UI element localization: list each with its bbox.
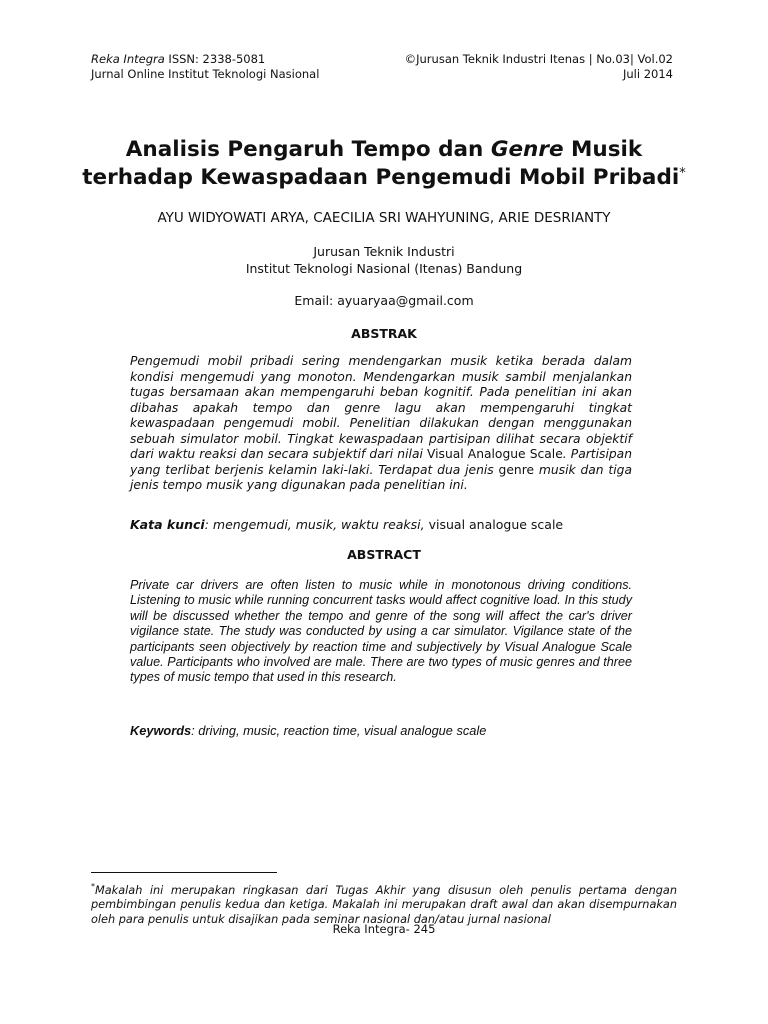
kata-kunci-tail: visual analogue scale (428, 517, 564, 532)
title-part-a: Analisis Pengaruh Tempo dan (125, 137, 491, 162)
keywords-label: Keywords (130, 723, 192, 738)
abstrak-text-vas: Visual Analogue Scale (426, 447, 563, 461)
abstract-paragraph: Private car drivers are often listen to music while in monotonous driving conditions. Listening to music while running concurrent tasks would affect cognitive load. In this study will be discussed whether the tempo and genre of the song will affect the car's driver vigilance state. The study was conducted by using a car simulator. Vigilance state of the participants seen objectively by reaction time and subjectively by Visual Analogue Scale value. Participants who involved are male. There are two types of music genres and three types of music tempo that used in this research. (130, 578, 632, 685)
affiliation-department: Jurusan Teknik Industri (313, 244, 455, 259)
paper-title (60, 136, 708, 192)
journal-date: Juli 2014 (623, 67, 673, 81)
title-part-b: Musik (563, 137, 643, 162)
affiliation-institution: Institut Teknologi Nasional (Itenas) Bandung (245, 261, 523, 276)
footnote (91, 880, 677, 927)
footnote-text: Makalah ini merupakan ringkasan dari Tugas Akhir yang disusun oleh penulis pertama dengan pembimbingan penulis kedua dan ketiga. Makalah ini merupakan draft awal dan akan disempurnakan oleh para penulis untuk disajikan pada seminar nasional dan/atau jurnal nasional (91, 883, 677, 926)
journal-name: Reka Integra (91, 52, 165, 66)
affiliation (60, 243, 708, 277)
title-line-1 (60, 136, 708, 164)
title-line-2-text: terhadap Kewaspadaan Pengemudi Mobil Pribadi (82, 165, 680, 190)
journal-issn: ISSN: 2338-5081 (164, 52, 266, 66)
abstrak-text-genre: genre (498, 462, 535, 477)
abstrak-heading: ABSTRAK (351, 326, 417, 341)
kata-kunci-text: : mengemudi, musik, waktu reaksi, (204, 517, 429, 532)
abstract-heading: ABSTRACT (347, 547, 421, 562)
keywords (130, 723, 632, 738)
author-email: Email: ayuaryaa@gmail.com (294, 293, 474, 308)
abstrak-text-a: Pengemudi mobil pribadi sering mendengarkan musik ketika berada dalam kondisi mengemudi yang monoton. Mendengarkan musik sambil menjalankan tugas bersamaan akan mempengaruhi beban kognitif. Pada penelitian ini akan dibahas apakah tempo dan genre lagu akan mempengaruhi tingkat kewaspadaan pengemudi mobil. Penelitian dilakukan dengan menggunakan sebuah simulator mobil. Tingkat kewaspadaan partisipan dilihat secara objektif dari waktu reaksi dan secara subjektif dari nilai (130, 354, 632, 461)
journal-copyright: ©Jurusan Teknik Industri Itenas | No.03| Vol.02 (404, 52, 673, 66)
keywords-text: : driving, music, reaction time, visual analogue scale (191, 723, 487, 738)
journal-issn-line (91, 52, 319, 67)
kata-kunci (130, 517, 632, 532)
footnote-mark: * (91, 882, 95, 891)
journal-header-right (405, 52, 673, 82)
title-footnote-mark: * (679, 166, 686, 181)
journal-header-left (91, 52, 319, 82)
abstrak-text-c: . Partisipan yang terlibat berjenis kelamin laki-laki. Terdapat dua jenis (130, 447, 632, 477)
page-number: Reka Integra- 245 (332, 922, 436, 936)
kata-kunci-label: Kata kunci (130, 517, 205, 532)
abstrak-paragraph (130, 354, 632, 494)
author-list: AYU WIDYOWATI ARYA, CAECILIA SRI WAHYUNING, ARIE DESRIANTY (157, 210, 611, 226)
abstrak-text-e: musik dan tiga jenis tempo musik yang digunakan pada penelitian ini. (130, 462, 632, 492)
footnote-divider (91, 872, 277, 873)
title-line-2 (60, 164, 708, 192)
journal-full-name: Jurnal Online Institut Teknologi Nasional (91, 67, 320, 81)
title-italic-word: Genre (490, 137, 564, 162)
